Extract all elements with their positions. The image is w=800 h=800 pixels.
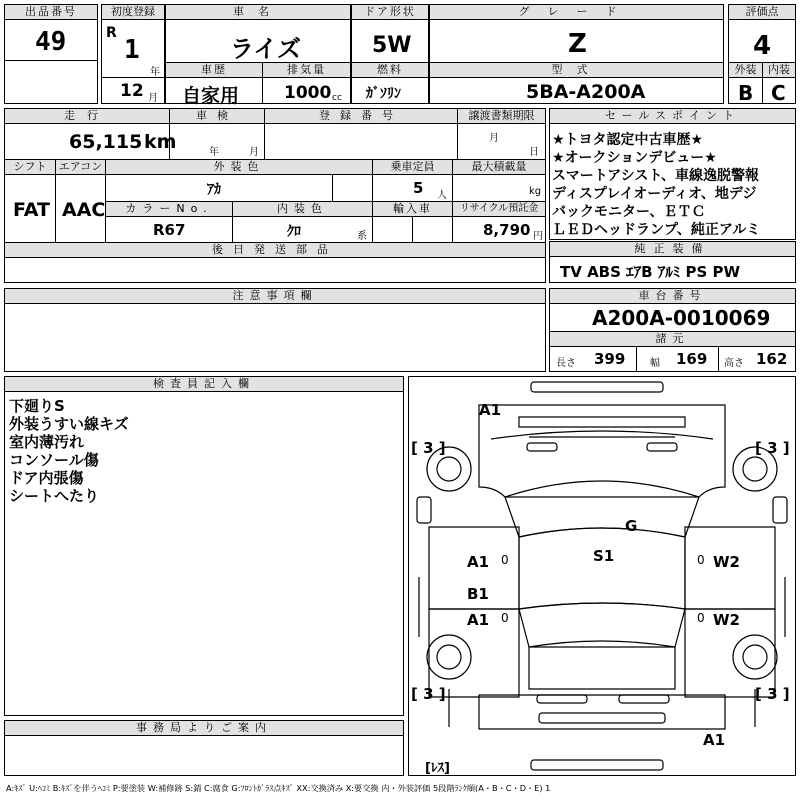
legend: A:ｷｽﾞ U:ﾍｺﾐ B:ｷｽﾞを伴うﾍｺﾐ P:要塗装 W:補修跡 S:錆 C:腐食 G:ﾌﾛﾝﾄｶﾞﾗｽ点ｷｽﾞ XX:交換済み X:要交換 内・外装評価 5段階ﾗﾝｸ順(A・B・C・D・E) 1 (6, 783, 551, 793)
color-no: R67 (153, 221, 186, 239)
specs-label: 諸元 (550, 332, 795, 347)
insp-year-unit: 年 (209, 147, 219, 158)
width-label: 幅 (650, 358, 660, 369)
shift: FAT (13, 199, 50, 221)
door-label: ドア形状 (352, 5, 428, 20)
door: 5W (372, 33, 412, 58)
inspector-line: コンソール傷 (9, 451, 99, 469)
capacity-label: 乗車定員 (372, 160, 452, 175)
history-label: 車歴 (166, 63, 262, 78)
height: 162 (756, 350, 788, 368)
office-label: 事務局よりご案内 (5, 721, 403, 736)
import-label: 輸入車 (372, 202, 452, 217)
era: R (106, 25, 117, 41)
capacity: 5 (413, 179, 424, 197)
score-label: 評価点 (729, 5, 795, 20)
int-color-label: 内装色 (232, 202, 372, 217)
damage-mark: W2 (713, 553, 740, 571)
damage-mark: W2 (713, 611, 740, 629)
damage-mark: 0 (501, 553, 509, 567)
color: ｱｶ (207, 182, 221, 198)
later-parts-label: 後日発送部品 (5, 243, 545, 258)
damage-mark: A1 (479, 401, 502, 419)
inspector-box (4, 376, 404, 716)
damage-mark: 0 (697, 553, 705, 567)
inspection-label: 車検 (169, 109, 264, 124)
inspector-label: 検査員記入欄 (5, 377, 403, 392)
fuel: ｶﾞｿﾘﾝ (366, 86, 401, 102)
sales-line: ★トヨタ認定中古車歴★ (552, 132, 704, 148)
first-reg-year: 1 (124, 35, 140, 65)
grade: Z (568, 29, 587, 59)
length-label: 長さ (556, 358, 576, 369)
transfer-day-unit: 日 (529, 147, 539, 158)
displacement: 1000 (284, 83, 332, 103)
equipment-box (549, 241, 796, 283)
damage-diagram (408, 376, 796, 776)
damage-mark: G (625, 517, 638, 535)
inspector-line: ドア内張傷 (9, 469, 84, 487)
int-color: ｸﾛ (287, 224, 301, 240)
car-name: ライズ (230, 35, 302, 63)
displacement-label: 排気量 (262, 63, 350, 78)
damage-mark: S1 (593, 547, 615, 565)
car-outline (409, 377, 795, 775)
year-unit: 年 (150, 67, 160, 78)
office-box (4, 720, 404, 776)
sales-line: ★オークションデビュー★ (552, 150, 717, 166)
inspector-line: シートへたり (9, 487, 100, 505)
notes-label: 注意事項欄 (5, 289, 545, 304)
equipment: TV ABS ｴｱB ｱﾙﾐ PS PW (560, 263, 741, 281)
damage-mark: 0 (501, 611, 509, 625)
first-reg-month: 12 (120, 81, 144, 101)
height-label: 高さ (724, 358, 744, 369)
load-unit: kg (529, 186, 542, 197)
sales-line: スマートアシスト、車線逸脱警報 (552, 168, 760, 184)
transfer-label: 譲渡書類期限 (457, 109, 545, 124)
sales-points-box (549, 108, 796, 240)
reg-no-label: 登録番号 (264, 109, 457, 124)
width: 169 (676, 350, 708, 368)
mileage: 65,115 (69, 131, 143, 153)
chassis-label: 車台番号 (550, 289, 795, 304)
lot-box (4, 4, 98, 104)
recycle-label: リサイクル預託金 (452, 202, 545, 217)
damage-mark: A1 (467, 611, 490, 629)
shift-label: シフト (5, 160, 55, 175)
damage-mark: B1 (467, 585, 489, 603)
length: 399 (594, 350, 626, 368)
transfer-month-unit: 月 (489, 133, 499, 144)
model: 5BA-A200A (526, 81, 646, 103)
recycle: 8,790 (483, 221, 531, 239)
damage-mark: [ 3 ] (411, 439, 446, 457)
interior-score: C (771, 81, 786, 105)
first-registration-box (101, 4, 165, 104)
equipment-label: 純正装備 (550, 242, 795, 257)
score: 4 (753, 31, 772, 61)
ac: AAC (62, 199, 106, 221)
vehicle-details-box (4, 108, 546, 283)
color-no-label: カラーNo. (106, 202, 232, 217)
capacity-unit: 人 (437, 190, 447, 201)
load-label: 最大積載量 (452, 160, 545, 175)
ac-label: エアコン (55, 160, 105, 175)
grade-box (429, 4, 724, 104)
fuel-label: 燃料 (352, 63, 428, 78)
mileage-unit: km (144, 131, 177, 153)
model-label: 型式 (430, 63, 723, 78)
exterior-label: 外装 (729, 63, 762, 78)
lot-label: 出品番号 (5, 5, 97, 20)
damage-mark: [ﾚｽ] (425, 761, 450, 776)
displacement-unit: cc (332, 93, 342, 103)
exterior-score: B (738, 81, 754, 105)
sales-points-label: セールスポイント (550, 109, 795, 124)
damage-mark: [ 3 ] (755, 439, 790, 457)
damage-mark: 0 (697, 611, 705, 625)
first-reg-label: 初度登録 (102, 5, 164, 20)
interior-label: 内装 (762, 63, 795, 78)
sales-line: ディスプレイオーディオ、地デジ (552, 186, 757, 202)
inspector-line: 室内薄汚れ (9, 433, 85, 451)
lot-number: 49 (35, 27, 67, 57)
sales-line: ＬＥＤヘッドランプ、純正アルミ (552, 222, 761, 238)
insp-month-unit: 月 (249, 147, 259, 158)
chassis-number: A200A-0010069 (592, 306, 771, 330)
sales-line: バックモニター、ＥＴＣ (552, 204, 706, 220)
car-name-label: 車名 (166, 5, 350, 20)
damage-mark: [ 3 ] (755, 685, 790, 703)
car-name-box (165, 4, 351, 107)
chassis-box (549, 288, 796, 372)
grade-label: グレード (430, 5, 723, 20)
inspector-line: 外装うすい線キズ (9, 415, 129, 433)
damage-mark: A1 (703, 731, 726, 749)
int-color-unit: 系 (357, 231, 367, 242)
score-box (728, 4, 796, 104)
damage-mark: [ 3 ] (411, 685, 446, 703)
color-label: 外装色 (105, 160, 372, 175)
inspector-line: 下廻りS (9, 397, 65, 415)
damage-mark: A1 (467, 553, 490, 571)
recycle-unit: 円 (533, 231, 543, 242)
history: 自家用 (182, 85, 240, 107)
notes-box (4, 288, 546, 372)
month-unit: 月 (148, 93, 158, 104)
door-box (351, 4, 429, 104)
mileage-label: 走行 (5, 109, 169, 124)
